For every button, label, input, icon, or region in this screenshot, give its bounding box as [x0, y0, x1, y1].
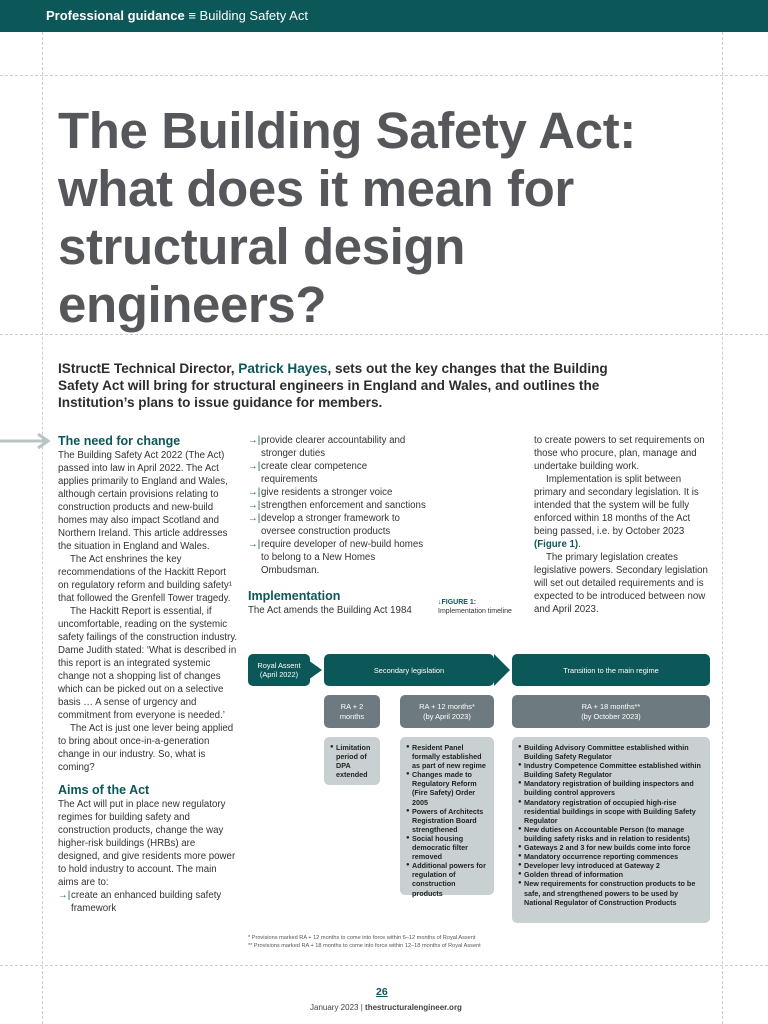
list-item: ● Mandatory registration of occupied high-rise residential buildings in scope with Building Safety Regulator	[518, 798, 704, 825]
ra-2-provisions	[324, 737, 380, 785]
section-bold: Professional guidance	[46, 8, 185, 23]
heading-implementation: Implementation	[248, 589, 341, 603]
list-item: →| give residents a stronger voice	[248, 487, 393, 498]
heading-need-for-change: The need for change	[58, 434, 181, 448]
section-header-bar	[0, 0, 768, 32]
arrow-bullet-icon: →|	[248, 513, 261, 524]
list-item: ● Social housing democratic filter removed	[406, 834, 488, 861]
list-item: ● Changes made to Regulatory Reform (Fire Safety) Order 2005	[406, 770, 488, 806]
figure-footnote: * Provisions marked RA + 12 months to come into force within 6–12 months of Royal Assent	[248, 935, 476, 941]
ra-12-provisions	[400, 737, 494, 898]
author-name: Patrick Hayes	[238, 361, 328, 376]
list-item: →| create clear competence requirements	[248, 461, 368, 485]
paragraph: The Act amends the Building Act 1984	[248, 605, 412, 616]
column-3	[534, 434, 710, 616]
list-item: ● Gateways 2 and 3 for new builds come into force	[518, 843, 704, 852]
aims-list-continued	[248, 434, 426, 577]
list-item: ● Powers of Architects Registration Board strengthened	[406, 807, 488, 834]
standfirst-after: , sets out the key changes that the Building Safety Act will bring for structural engineers in England and Wales, and outlines the Institution’s plans to issue guidance for members.	[58, 361, 608, 410]
figure-footnote: ** Provisions marked RA + 18 months to come into force within 12–18 months of Royal Assent	[248, 943, 481, 949]
ra-12-months-box: RA + 12 months* (by April 2023)	[400, 695, 494, 728]
list-item: ● Building Advisory Committee established within Building Safety Regulator	[518, 743, 704, 761]
list-item: →| create an enhanced building safety framework	[58, 890, 222, 914]
list-item: ● Limitation period of DPA extended	[330, 743, 374, 779]
grid-line	[722, 32, 723, 1024]
grid-line	[42, 32, 43, 1024]
paragraph: The Hackitt Report is essential, if uncomfortable, reading on the systemic safety failings of the construction industry. Dame Judith stated: ‘What is described in this report is an integrated systemic change not a shopping list of changes which can be picked out on a selective basis … A sense of urgency and commitment from everyone is needed.’	[58, 606, 238, 721]
paragraph: to create powers to set requirements on those who procure, plan, manage and undertake building work.	[534, 435, 705, 472]
column-2	[248, 434, 426, 617]
footer-separator: |	[360, 1003, 363, 1012]
arrow-bullet-icon: →|	[248, 539, 261, 550]
list-item: →| require developer of new-build homes to belong to a New Homes Ombudsman.	[248, 539, 424, 576]
section-separator-icon: ≡	[188, 8, 196, 23]
paragraph: The Act enshrines the key recommendations of the Hackitt Report on regulatory reform and building safety¹ that followed the Grenfell Tower tragedy.	[58, 554, 232, 604]
figure-label: FIGURE 1:	[441, 599, 477, 606]
list-item: ● Mandatory occurrence reporting commences	[518, 852, 704, 861]
royal-assent-box: Royal Assent (April 2022)	[248, 654, 310, 686]
transition-box: Transition to the main regime	[512, 654, 710, 686]
list-item: →| provide clearer accountability and stronger duties	[248, 435, 406, 459]
list-item: ● New requirements for construction products to be safe, and strengthened powers to be used by National Regulator of Construction Products	[518, 879, 704, 906]
standfirst-before: IStructE Technical Director,	[58, 361, 239, 376]
ra-18-months-box: RA + 18 months** (by October 2023)	[512, 695, 710, 728]
timeline-arrow-icon	[308, 658, 324, 682]
list-item: ● Industry Competence Committee established within Building Safety Regulator	[518, 761, 704, 779]
arrow-bullet-icon: →|	[248, 435, 261, 446]
page-number: 26	[376, 986, 388, 998]
paragraph: The Act will put in place new regulatory regimes for building safety and construction products, change the way higher-risk buildings (HRBs) are designed, and give residents more power to hold industry to account. The main aims are to:	[58, 799, 236, 888]
issue-date: January 2023	[310, 1003, 359, 1012]
article-title: The Building Safety Act: what does it mean for structural design engineers?	[58, 102, 636, 333]
heading-aims: Aims of the Act	[58, 783, 150, 797]
arrow-bullet-icon: →|	[248, 500, 261, 511]
section-topic: Building Safety Act	[199, 8, 308, 23]
figure-reference-link[interactable]: (Figure 1)	[534, 539, 579, 550]
figure-caption-text: Implementation timeline	[438, 608, 512, 615]
list-item: ● Mandatory registration of building inspectors and building control approvers	[518, 779, 704, 797]
list-item: ● Resident Panel formally established as part of new regime	[406, 743, 488, 770]
paragraph: The Act is just one lever being applied to bring about once-in-a-generation change in our industry. So, what is coming?	[58, 723, 234, 773]
grid-line	[0, 965, 768, 966]
list-item: →| strengthen enforcement and sanctions	[248, 500, 426, 511]
standfirst	[58, 360, 618, 411]
grid-line	[0, 75, 768, 76]
ra-18-provisions	[512, 737, 710, 923]
list-item: ● Developer levy introduced at Gateway 2	[518, 861, 704, 870]
column-1	[58, 434, 238, 915]
list-item: ● Additional powers for regulation of construction products	[406, 861, 488, 897]
list-item: ● Golden thread of information	[518, 870, 704, 879]
list-item: ● New duties on Accountable Person (to manage building safety risks and in relation to residents)	[518, 825, 704, 843]
secondary-legislation-box: Secondary legislation	[324, 654, 494, 686]
timeline-arrow-icon	[494, 654, 512, 686]
paragraph: The Building Safety Act 2022 (The Act) passed into law in April 2022. The Act applies primarily to England and Wales, although certain provisions relating to construction products and new-build homes may also impact Scotland and Northern Ireland. This article addresses the situation in England and Wales.	[58, 450, 228, 552]
page-footer	[310, 1003, 462, 1012]
grid-line	[0, 334, 768, 335]
ra-2-months-box: RA + 2 months	[324, 695, 380, 728]
paragraph: The primary legislation creates legislative powers. Secondary legislation will set out detailed requirements and is expected to be introduced between now and April 2023.	[534, 552, 708, 615]
section-arrow-icon	[0, 432, 54, 450]
website-link[interactable]: thestructuralengineer.org	[365, 1003, 462, 1012]
figure-arrow-icon: ↓	[438, 599, 442, 606]
list-item: →| develop a stronger framework to oversee construction products	[248, 513, 400, 537]
arrow-bullet-icon: →|	[58, 890, 71, 901]
paragraph: Implementation is split between primary and secondary legislation. It is intended that the system will be fully enforced within 18 months of the Act being passed, i.e. by October 2023 (Figure 1).	[534, 474, 699, 550]
aims-list	[58, 889, 238, 915]
arrow-bullet-icon: →|	[248, 461, 261, 472]
arrow-bullet-icon: →|	[248, 487, 261, 498]
section-label	[46, 8, 308, 23]
figure-caption	[438, 598, 518, 616]
